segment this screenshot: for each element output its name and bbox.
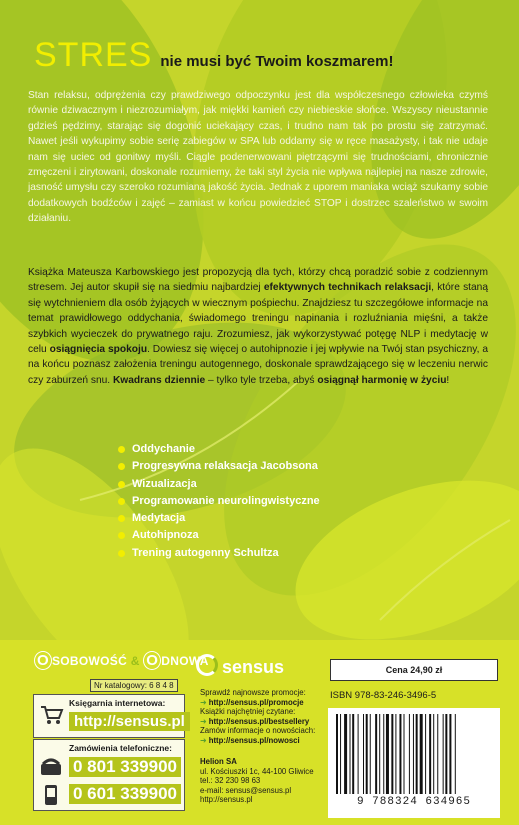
promo-links [200,688,315,746]
sensus-logo [196,654,284,678]
news-label: Zamów informacje o nowościach: [200,726,316,736]
barcode-bar [433,714,434,794]
phone-number-mobile[interactable]: 0 601 339900 [69,784,181,804]
bullet-icon [118,515,125,522]
bestseller-link[interactable]: http://sensus.pl/bestsellery [208,716,310,726]
list-item [118,527,320,544]
barcode-bar [455,714,456,794]
barcode-bar [366,714,368,794]
barcode-bar [429,714,431,794]
list-item-label: Wizualizacja [132,477,197,490]
desc-bold-2: osiągnięcia spokoju [49,344,148,356]
promo-label: Sprawdź najnowsze promocje: [200,688,306,697]
barcode-bar [383,714,384,794]
publisher-name: Helion SA [200,757,237,766]
series-logo [34,652,209,669]
shop-title: Księgarnia internetowa: [69,698,166,708]
publisher-street: ul. Kościuszki 1c, 44-100 Gliwice [200,766,314,776]
news-link[interactable]: http://sensus.pl/nowosci [208,735,300,745]
mobile-icon [44,784,58,806]
intro-paragraph: Stan relaksu, odprężenia czy prawdziwego odpoczynku jest dla współczesnego człowieka czymś równie dziwacznym i niezrozumiałym, jak miękki kamień czy niebieskie słońce. Wszyscy nieustannie gdzieś pędzimy, starając się dogonić uciekający czas, i trudno nam tak po prostu się zatrzymać. Nawet jeśli wykupimy sobie serię zabiegów w SPA lub oddamy się w ręce masażysty, i tak nie udaje nam się uciec od gonitwy myśli. Ciągle podenerwowani piętrzącymi się trudnościami, chronicznie zmęczeni i zirytowani, doskonale rozumiemy, że taki styl życia nie wpływa najlepiej na nasze zdrowie, jasność umysłu czy szeroko rozumianą jakość życia. Jednak z uporem maniaka wciąż szukamy sobie dodatkowych bodźców i zajęć – zamiast w końcu powiedzieć STOP i dostrzec szaleństwo w swoim działaniu. [28,90,488,225]
publisher-phone: tel.: 32 230 98 63 [200,776,261,786]
list-item [118,545,320,562]
headline-big-word: STRES [34,36,153,74]
price-box: Cena 24,90 zł [330,659,498,681]
barcode-bar [358,714,359,794]
series-initial-a: O [34,651,52,670]
barcode-bar [445,714,447,794]
list-item [118,493,320,510]
headline [34,36,393,75]
barcode-bar [386,714,389,794]
bullet-icon [118,446,125,453]
barcode-bar [449,714,451,794]
barcode-bar [350,714,351,794]
barcode-bar [409,714,410,794]
list-item-label: Autohipnoza [132,529,199,542]
bestseller-label: Książki najchętniej czytane: [200,707,296,717]
arrow-icon: ➜ [200,716,209,726]
barcode-bar [340,714,341,794]
barcode-bar [437,714,438,794]
publisher-website[interactable]: http://sensus.pl [200,795,253,805]
series-initial-b: O [143,651,161,670]
publisher-email[interactable]: e-mail: sensus@sensus.pl [200,785,292,795]
barcode-bar [375,714,377,794]
barcode-bar [352,714,354,794]
desc-text-4: – tylko tyle trzeba, abyś [205,374,318,386]
arrow-icon: ➜ [200,735,209,745]
bullet-icon [118,498,125,505]
publisher-address [200,757,314,805]
barcode-bar [443,714,444,794]
barcode-bar [370,714,371,794]
barcode-bar [425,714,426,794]
barcode-bar [379,714,380,794]
promo-link[interactable]: http://sensus.pl/promocje [208,697,304,707]
desc-text-1: Książka Mateusza Karbowskiego jest propozycją dla tych, którzy chcą poradzić sobie z codziennym stresem. Jej autor skupił się na siedmiu najbardziej [28,267,488,294]
list-item [118,476,320,493]
series-word-b: DNOWA [161,654,209,668]
bullet-icon [118,550,125,557]
bullet-icon [118,481,125,488]
desc-bold-3: Kwadrans dziennie [112,374,206,386]
barcode-bar [420,714,423,794]
description-paragraph [28,265,488,388]
desc-text-5: ! [446,374,450,386]
list-item [118,510,320,527]
catalog-number: Nr katalogowy: 6 8 4 8 [90,679,178,692]
phone-orders-title: Zamówienia telefoniczne: [69,743,172,753]
barcode-bars [334,714,494,796]
list-item [118,458,320,475]
series-ampersand: & [130,654,140,668]
list-item-label: Oddychanie [132,443,195,455]
desc-bold-1: efektywnych technikach relaksacji [263,282,432,294]
headline-rest: nie musi być Twoim koszmarem! [160,53,394,70]
shop-url-link[interactable]: http://sensus.pl [69,712,190,731]
barcode-bar [416,714,418,794]
barcode-bar [391,714,393,794]
phone-icon [40,758,62,776]
arrow-icon: ➜ [200,697,209,707]
barcode-bar [404,714,405,794]
list-item-label: Programowanie neurolingwistyczne [132,494,320,507]
barcode-bar [363,714,364,794]
list-item-label: Medytacja [132,512,186,525]
isbn-barcode [328,708,500,818]
sensus-logo-icon [196,654,218,676]
desc-text-2: , które staną się wytchnieniem dla osób żyjących w wiecznym pośpiechu. Znajdziesz tu szczegółowe informacje na temat prawidłowego oddychania, świadomego treningu napinania i rozluźniania mięśni, a także szybkich wycieczek do prywatnego raju. Zrozumiesz, jak wykorzystywać potęgę NLP i medytację w celu [28,282,489,356]
barcode-bar [395,714,396,794]
list-item [118,441,320,458]
bullet-icon [118,532,125,539]
barcode-bar [344,714,347,794]
phone-orders-box [33,739,185,811]
isbn-label: ISBN 978-83-246-3496-5 [330,690,437,701]
desc-text-3: . Dowiesz się więcej o autohipnozie i jej wpływie na Twój stan psychiczny, a na końcu poznasz założenia treningu autogennego, doskonale sprawdzającego się w leczeniu nerwic czy zaburzeń snu. [28,344,488,386]
sensus-logo-text: sensus [222,657,285,677]
barcode-bar [399,714,401,794]
list-item-label: Progresywna relaksacja Jacobsona [132,460,318,473]
bullet-icon [118,463,125,470]
desc-bold-4: osiągnął harmonię w życiu [317,374,447,386]
online-shop-box[interactable] [33,694,185,738]
series-word-a: SOBOWOŚĆ [51,654,128,668]
barcode-bar [336,714,338,794]
cart-icon [40,704,64,726]
list-item-label: Trening autogenny Schultza [132,546,279,559]
barcode-digits: 9 788324 634965 [356,796,472,808]
phone-number-landline[interactable]: 0 801 339900 [69,757,181,777]
barcode-bar [413,714,414,794]
techniques-list [118,441,320,562]
